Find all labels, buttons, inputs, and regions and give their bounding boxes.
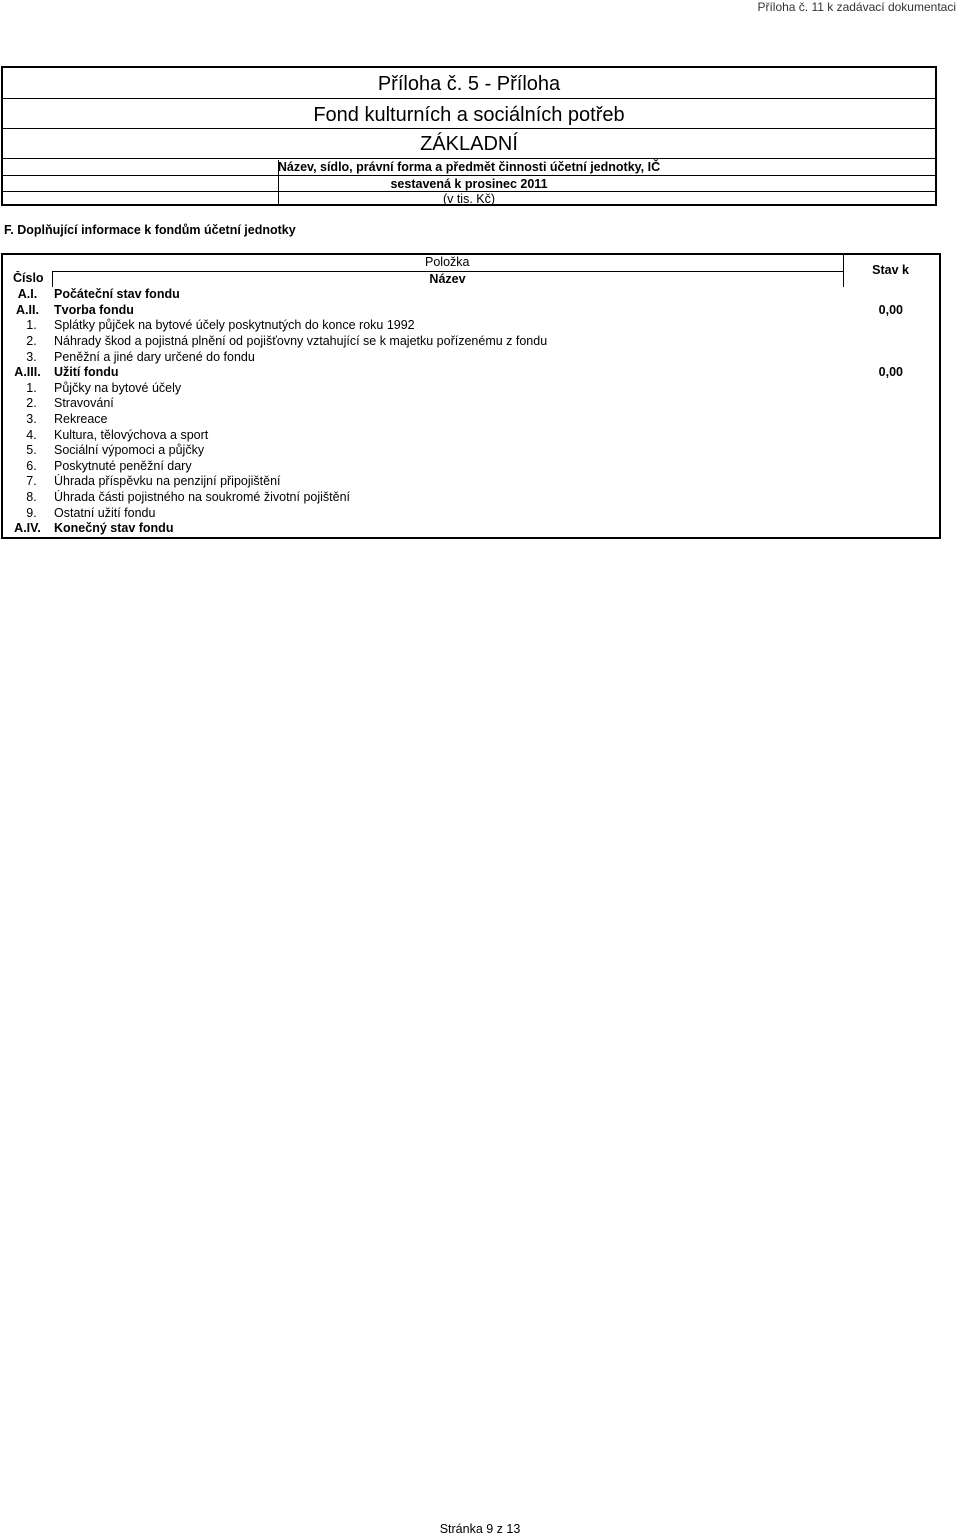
row-name: Stravování	[54, 396, 114, 411]
table-row	[2, 396, 940, 412]
row-value	[843, 318, 940, 334]
section-title: F. Doplňující informace k fondům účetní jednotky	[4, 223, 296, 237]
page-number: Stránka 9 z 13	[439, 1522, 521, 1536]
row-value	[843, 428, 940, 444]
row-number: A.II.	[2, 303, 52, 319]
row-name: Poskytnuté peněžní dary	[54, 458, 192, 473]
table-row	[2, 334, 940, 350]
table-row	[2, 287, 940, 303]
row-value	[843, 381, 940, 397]
row-name: Tvorba fondu	[54, 302, 134, 317]
row-value	[843, 443, 940, 459]
header-polozka: Položka	[52, 254, 843, 271]
row-value	[843, 350, 940, 366]
table-row	[2, 490, 940, 506]
table-row	[2, 303, 940, 319]
title-date: sestavená k prosinec 2011	[390, 177, 548, 191]
table-row	[2, 365, 940, 381]
row-name: Úhrada příspěvku na penzijní připojištění	[54, 474, 281, 489]
row-value	[843, 287, 940, 303]
row-number: 4.	[2, 428, 52, 444]
table-row	[2, 318, 940, 334]
row-name: Kultura, tělovýchova a sport	[54, 427, 209, 442]
row-number: A.III.	[2, 365, 52, 381]
row-number: 7.	[2, 474, 52, 490]
row-number: 8.	[2, 490, 52, 506]
row-value	[843, 412, 940, 428]
row-value	[843, 459, 940, 475]
header-nazev: Název	[52, 271, 843, 287]
row-name: Peněžní a jiné dary určené do fondu	[54, 349, 255, 364]
row-value	[843, 474, 940, 490]
row-number: 6.	[2, 459, 52, 475]
row-number: 2.	[2, 396, 52, 412]
table-row	[2, 506, 940, 522]
row-number: 9.	[2, 506, 52, 522]
document-header-note: Příloha č. 11 k zadávací dokumentaci	[757, 0, 956, 14]
table-row	[2, 412, 940, 428]
header-cislo: Číslo	[2, 271, 52, 287]
title-entity-info: Název, sídlo, právní forma a předmět činnosti účetní jednotky, IČ	[277, 160, 661, 174]
table-row	[2, 350, 940, 366]
row-name: Ostatní užití fondu	[54, 505, 156, 520]
row-number: 3.	[2, 412, 52, 428]
row-name: Půjčky na bytové účely	[54, 380, 182, 395]
row-name: Náhrady škod a pojistná plnění od pojišťovny vztahující se k majetku pořízenému z fondu	[54, 333, 548, 348]
row-number: 3.	[2, 350, 52, 366]
row-name: Rekreace	[54, 411, 108, 426]
row-number: 1.	[2, 318, 52, 334]
row-number: 5.	[2, 443, 52, 459]
row-name: Úhrada části pojistného na soukromé životní pojištění	[54, 489, 350, 504]
title-block	[1, 66, 937, 206]
row-name: Konečný stav fondu	[52, 521, 843, 538]
row-value	[843, 396, 940, 412]
row-name: Splátky půjček na bytové účely poskytnutých do konce roku 1992	[54, 318, 415, 333]
table-row	[2, 521, 940, 538]
row-name: Počáteční stav fondu	[54, 287, 180, 302]
header-stav: Stav k	[843, 254, 940, 287]
table-row	[2, 459, 940, 475]
row-value: 0,00	[843, 365, 940, 381]
row-value: 0,00	[843, 303, 940, 319]
title-units: (v tis. Kč)	[442, 192, 496, 206]
row-value	[843, 521, 940, 538]
row-value	[843, 506, 940, 522]
table-subheader-row	[2, 271, 940, 287]
table-row	[2, 474, 940, 490]
row-number: 1.	[2, 381, 52, 397]
table-row	[2, 428, 940, 444]
row-value	[843, 334, 940, 350]
row-name: Sociální výpomoci a půjčky	[54, 443, 205, 458]
row-number: A.I.	[2, 287, 52, 303]
table-header-row	[2, 254, 940, 271]
fund-table	[1, 253, 939, 539]
title-basic: ZÁKLADNÍ	[420, 133, 518, 155]
row-number: A.IV.	[2, 521, 52, 538]
title-fund-name: Fond kulturních a sociálních potřeb	[313, 104, 625, 126]
title-appendix: Příloha č. 5 - Příloha	[377, 73, 561, 95]
row-number: 2.	[2, 334, 52, 350]
table-row	[2, 443, 940, 459]
table-row	[2, 381, 940, 397]
row-value	[843, 490, 940, 506]
row-name: Užití fondu	[54, 365, 119, 380]
